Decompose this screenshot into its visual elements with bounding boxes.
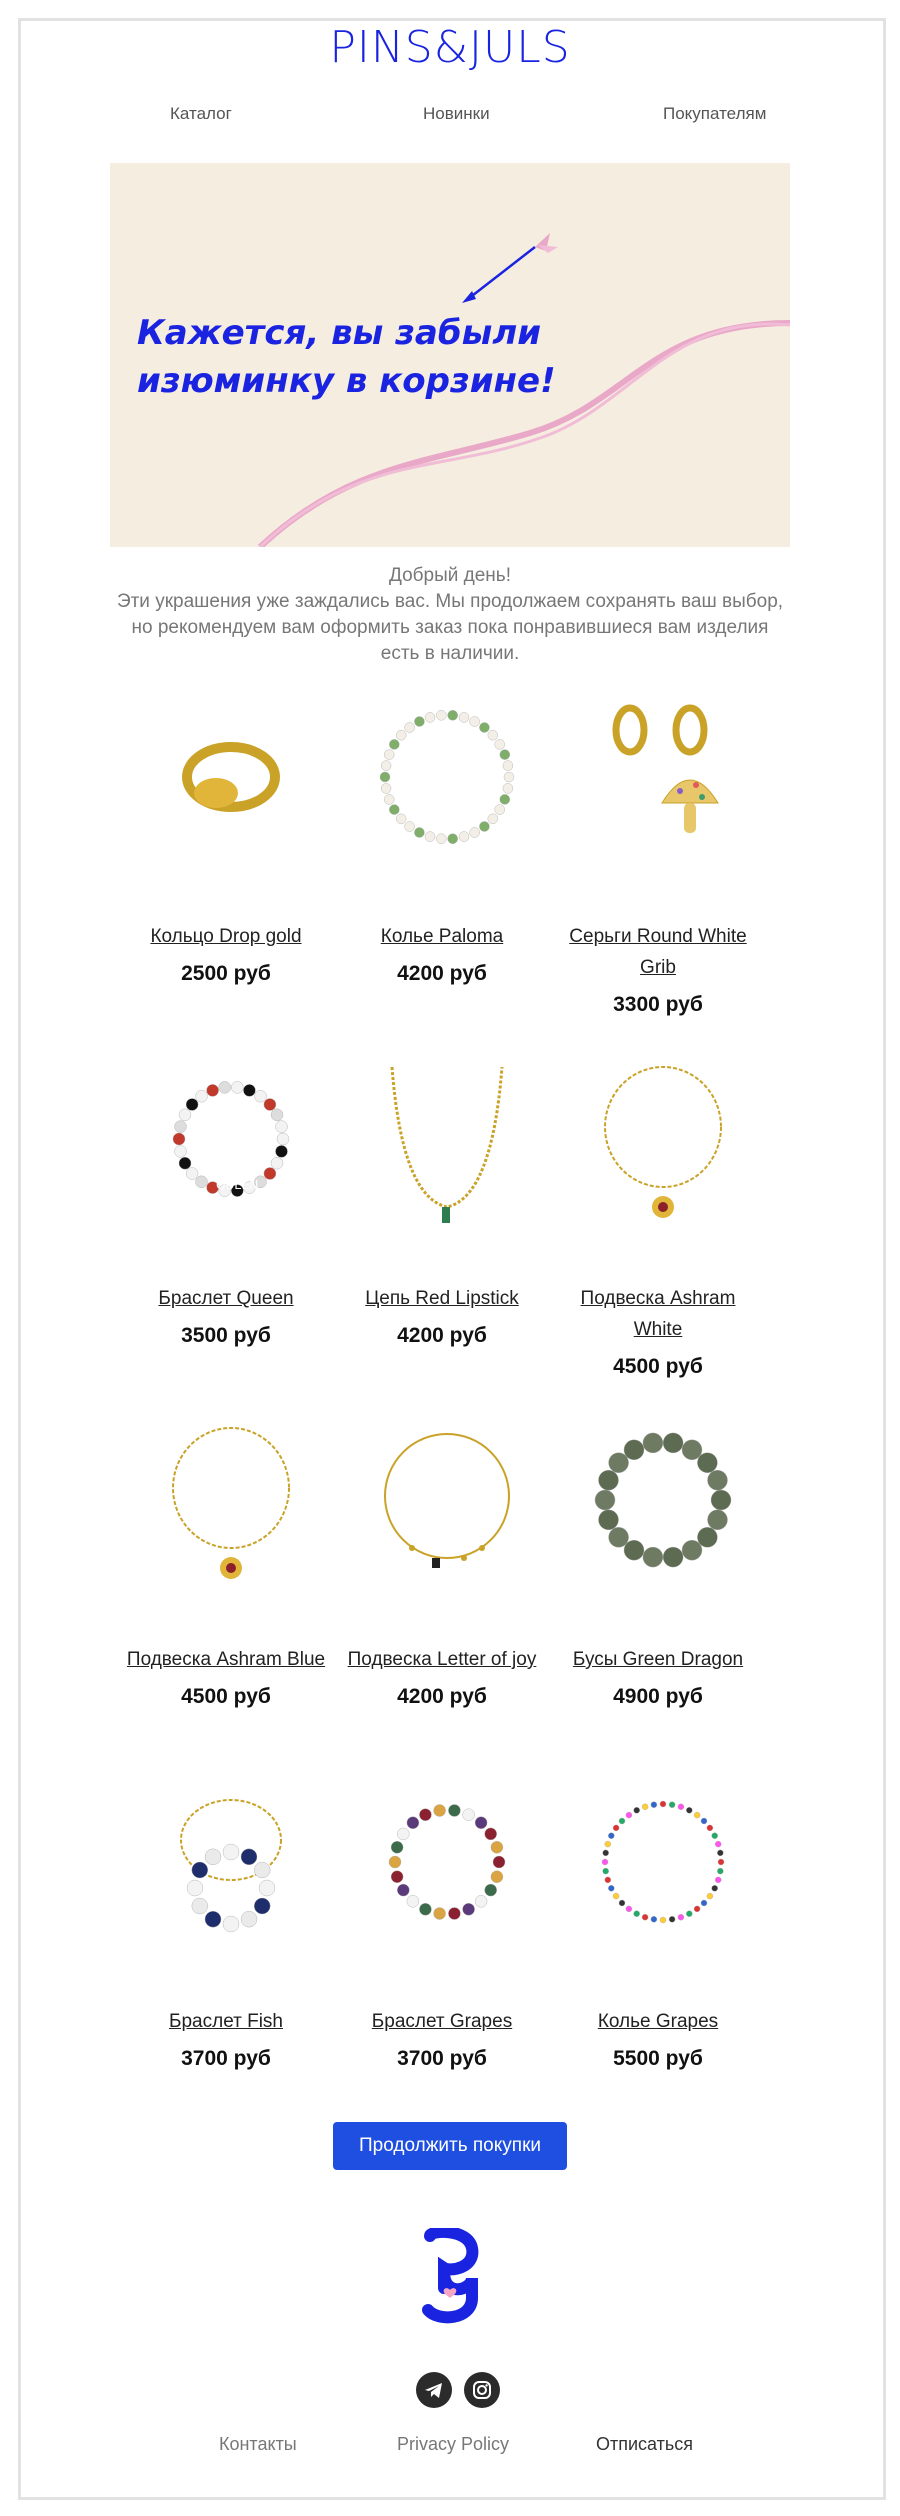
brand-logo[interactable]: PINS&JULS xyxy=(329,22,571,73)
pearl-necklace-icon[interactable] xyxy=(372,685,522,895)
telegram-icon[interactable] xyxy=(416,2372,452,2408)
product-name-link[interactable]: Браслет Grapes xyxy=(371,2011,513,2032)
product-name-link[interactable]: Подвеска Ashram White xyxy=(580,1288,736,1340)
nav-new[interactable]: Новинки xyxy=(423,104,490,123)
product-name-link[interactable]: Колье Grapes xyxy=(597,2011,719,2032)
product-price: 4200 руб xyxy=(397,962,487,985)
brand-monogram-icon[interactable] xyxy=(420,2228,480,2329)
nav-catalog[interactable]: Каталог xyxy=(170,104,232,123)
product-price: 3700 руб xyxy=(181,2047,271,2070)
stone-bracelet-icon[interactable] xyxy=(156,1770,306,1980)
chain-necklace-icon[interactable] xyxy=(372,1047,522,1257)
footer-privacy-link[interactable]: Privacy Policy xyxy=(397,2434,510,2454)
product-price: 4500 руб xyxy=(181,1685,271,1708)
footer-links xyxy=(0,2434,900,2458)
product-price: 4900 руб xyxy=(613,1685,703,1708)
charm-necklace-icon[interactable] xyxy=(372,1408,522,1618)
product-price: 4500 руб xyxy=(613,1355,703,1378)
product-price: 5500 руб xyxy=(613,2047,703,2070)
product-name-link[interactable]: Серьги Round White Grib xyxy=(569,926,747,978)
green-beads-icon[interactable] xyxy=(588,1408,738,1618)
chain-pendant-icon[interactable] xyxy=(156,1408,306,1618)
grapes-bracelet-icon[interactable] xyxy=(372,1770,522,1980)
banner-title: Кажется, вы забыли изюминку в корзине! xyxy=(137,313,556,401)
product-name-link[interactable]: Бусы Green Dragon xyxy=(572,1649,744,1670)
greeting-message: Эти украшения уже заждались вас. Мы продолжаем сохранять ваш выбор, но рекомендуем вам оформить заказ пока понравившиеся вам изделия есть в наличии. xyxy=(116,591,784,664)
product-price: 3700 руб xyxy=(397,2047,487,2070)
product-name-link[interactable]: Браслет Fish xyxy=(169,2011,283,2032)
product-name-link[interactable]: Колье Paloma xyxy=(380,926,504,947)
nav-customers[interactable]: Покупателям xyxy=(663,104,767,123)
greeting-hello: Добрый день! xyxy=(389,565,511,586)
hero-banner[interactable] xyxy=(110,163,790,547)
chain-pendant-icon[interactable] xyxy=(588,1047,738,1257)
product-price: 2500 руб xyxy=(181,962,271,985)
top-nav xyxy=(0,104,900,128)
footer-unsubscribe-link[interactable]: Отписаться xyxy=(596,2434,694,2454)
product-price: 3300 руб xyxy=(613,993,703,1016)
gold-ring-icon[interactable] xyxy=(156,685,306,895)
svg-text:QUEEN: QUEEN xyxy=(216,1178,259,1192)
product-name-link[interactable]: Подвеска Letter of joy xyxy=(347,1649,537,1670)
bead-necklace-icon[interactable] xyxy=(588,1770,738,1980)
instagram-icon[interactable] xyxy=(464,2372,500,2408)
product-name-link[interactable]: Браслет Queen xyxy=(158,1288,294,1309)
continue-shopping-button[interactable]: Продолжить покупки xyxy=(333,2122,567,2170)
product-name-link[interactable]: Подвеска Ashram Blue xyxy=(126,1649,326,1670)
bead-bracelet-icon[interactable] xyxy=(156,1047,306,1257)
product-name-link[interactable]: Кольцо Drop gold xyxy=(150,926,302,947)
footer-contacts-link[interactable]: Контакты xyxy=(219,2434,297,2454)
product-price: 4200 руб xyxy=(397,1685,487,1708)
greeting-text xyxy=(110,563,790,667)
product-name-link[interactable]: Цепь Red Lipstick xyxy=(365,1288,519,1309)
product-price: 4200 руб xyxy=(397,1324,487,1347)
product-price: 3500 руб xyxy=(181,1324,271,1347)
mushroom-earrings-icon[interactable] xyxy=(588,685,738,895)
